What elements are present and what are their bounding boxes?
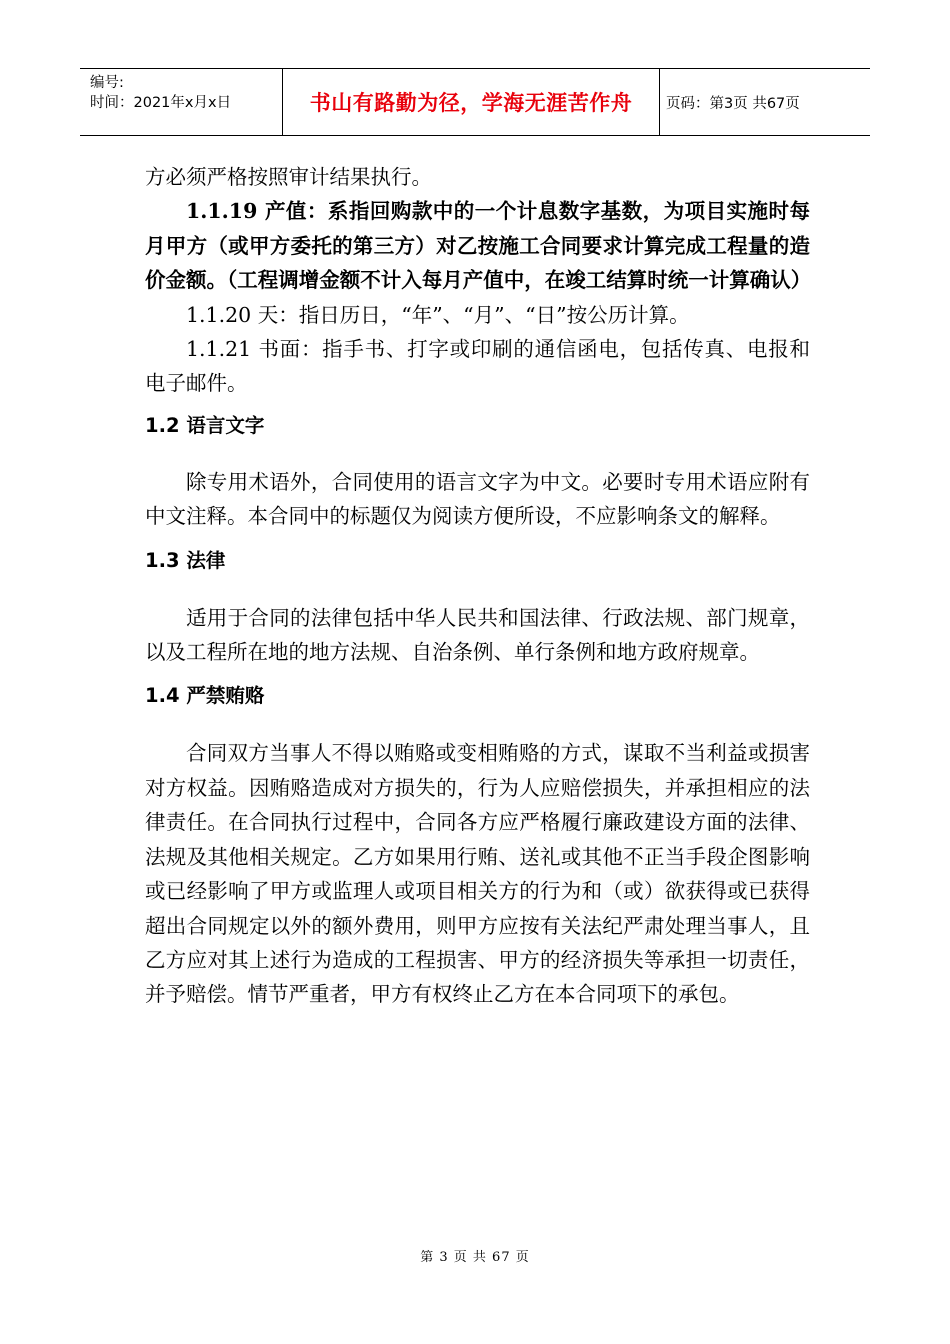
section-heading-1-3: 1.3 法律 bbox=[145, 548, 226, 572]
clause-1-1-19: 1.1.19 产值：系指回购款中的一个计息数字基数，为项目实施时每月甲方（或甲方委托的第三方）对乙按施工合同要求计算完成工程量的造价金额。（工程调增金额不计入每月产值中，在竣工结算时统一计算确认） bbox=[145, 199, 812, 293]
clause-1-1-20: 1.1.20 天：指日历日，“年”、“月”、“日”按公历计算。 bbox=[186, 302, 690, 327]
section-1-4-paragraph: 合同双方当事人不得以贿赂或变相贿赂的方式，谋取不当利益或损害对方权益。因贿赂造成对方损失的，行为人应赔偿损失，并承担相应的法律责任。在合同执行过程中，合同各方应严格履行廉政建设方面的法律、法规及其他相关规定。乙方如果用行贿、送礼或其他不正当手段企图影响或已经影响了甲方或监理人或项目相关方的行为和（或）欲获得或已获得超出合同规定以外的额外费用，则甲方应按有关法纪严肃处理当事人，且乙方应对其上述行为造成的工程损害、甲方的经济损失等承担一切责任，并予赔偿。情节严重者，甲方有权终止乙方在本合同项下的承包。 bbox=[145, 741, 810, 1007]
paragraph-continuation: 方必须严格按照审计结果执行。 bbox=[145, 165, 432, 189]
document-number-label: 编号: bbox=[90, 75, 124, 91]
header-meta bbox=[80, 69, 283, 135]
section-heading-1-2: 1.2 语言文字 bbox=[145, 413, 265, 437]
document-date: 时间：2021年x月x日 bbox=[90, 95, 232, 111]
header-page-number: 页码：第3页 共67页 bbox=[666, 95, 800, 112]
header-motto: 书山有路勤为径，学海无涯苦作舟 bbox=[283, 69, 660, 135]
section-heading-1-4: 1.4 严禁贿赂 bbox=[145, 684, 265, 708]
section-1-2-paragraph: 除专用术语外，合同使用的语言文字为中文。必要时专用术语应附有中文注释。本合同中的标题仅为阅读方便所设，不应影响条文的解释。 bbox=[145, 469, 810, 529]
clause-1-1-21: 1.1.21 书面：指手书、打字或印刷的通信函电，包括传真、电报和电子邮件。 bbox=[145, 337, 810, 396]
document-body bbox=[145, 160, 810, 1012]
page-header bbox=[80, 68, 870, 136]
page-footer: 第 3 页 共 67 页 bbox=[420, 1250, 530, 1265]
section-1-3-paragraph: 适用于合同的法律包括中华人民共和国法律、行政法规、部门规章，以及工程所在地的地方法规、自治条例、单行条例和地方政府规章。 bbox=[145, 605, 810, 665]
